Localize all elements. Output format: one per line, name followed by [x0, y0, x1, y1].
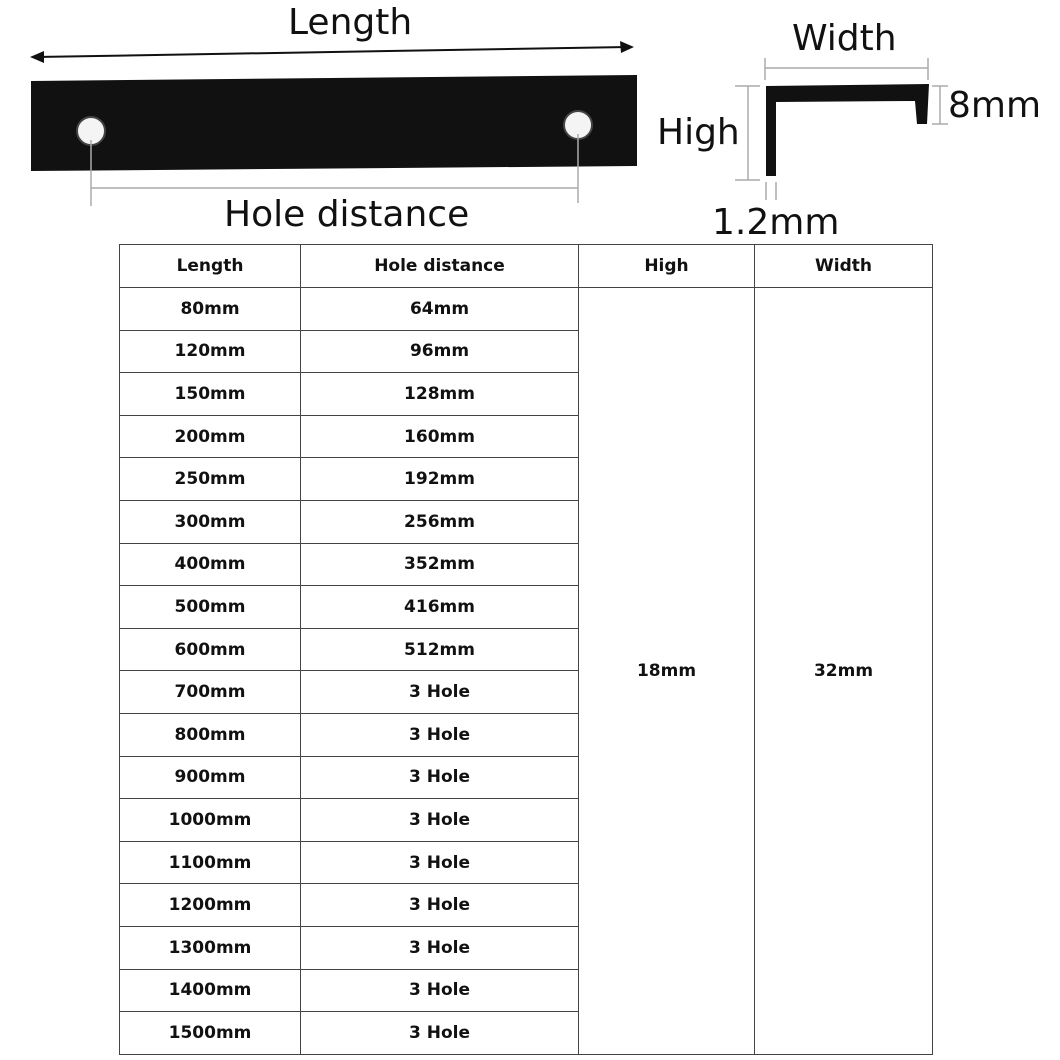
high-label: High — [657, 112, 740, 153]
length-cell: 250mm — [120, 458, 301, 501]
handle-diagram — [0, 0, 1060, 240]
table-row — [120, 288, 933, 331]
hole-distance-cell: 3 Hole — [301, 713, 579, 756]
length-cell: 80mm — [120, 288, 301, 331]
header-high: High — [579, 245, 755, 288]
hole-distance-cell: 3 Hole — [301, 884, 579, 927]
hole-distance-cell: 96mm — [301, 330, 579, 373]
hole-distance-cell: 3 Hole — [301, 969, 579, 1012]
length-cell: 700mm — [120, 671, 301, 714]
length-cell: 200mm — [120, 415, 301, 458]
length-cell: 1000mm — [120, 799, 301, 842]
size-spec-table — [119, 244, 933, 1055]
hole-distance-cell: 128mm — [301, 373, 579, 416]
length-cell: 1300mm — [120, 926, 301, 969]
length-cell: 1200mm — [120, 884, 301, 927]
length-cell: 300mm — [120, 500, 301, 543]
length-cell: 400mm — [120, 543, 301, 586]
length-cell: 500mm — [120, 586, 301, 629]
length-cell: 1500mm — [120, 1012, 301, 1055]
length-label: Length — [288, 2, 413, 43]
profile-section — [766, 84, 929, 176]
thickness-dimension — [766, 182, 776, 200]
hole-distance-cell: 3 Hole — [301, 799, 579, 842]
lip-label: 8mm — [948, 85, 1042, 126]
hole-distance-cell: 64mm — [301, 288, 579, 331]
header-length: Length — [120, 245, 301, 288]
length-cell: 120mm — [120, 330, 301, 373]
hole-distance-label: Hole distance — [224, 194, 470, 235]
header-width: Width — [755, 245, 933, 288]
lip-dimension — [932, 86, 948, 124]
hole-distance-cell: 3 Hole — [301, 756, 579, 799]
hole-distance-cell: 512mm — [301, 628, 579, 671]
length-cell: 800mm — [120, 713, 301, 756]
length-cell: 600mm — [120, 628, 301, 671]
length-cell: 150mm — [120, 373, 301, 416]
hole-distance-cell: 192mm — [301, 458, 579, 501]
hole-distance-cell: 256mm — [301, 500, 579, 543]
hole-distance-cell: 3 Hole — [301, 926, 579, 969]
width-dimension — [765, 58, 928, 80]
width-value-cell: 32mm — [755, 288, 933, 1055]
hole-distance-cell: 352mm — [301, 543, 579, 586]
hole-distance-cell: 160mm — [301, 415, 579, 458]
length-cell: 1400mm — [120, 969, 301, 1012]
width-label: Width — [792, 18, 897, 59]
length-cell: 900mm — [120, 756, 301, 799]
high-value-cell: 18mm — [579, 288, 755, 1055]
table-header-row — [120, 245, 933, 288]
hole-distance-cell: 3 Hole — [301, 841, 579, 884]
length-cell: 1100mm — [120, 841, 301, 884]
thickness-label: 1.2mm — [712, 202, 840, 243]
header-hole-distance: Hole distance — [301, 245, 579, 288]
length-arrow — [30, 41, 634, 63]
hole-distance-cell: 3 Hole — [301, 671, 579, 714]
handle-bar — [31, 75, 637, 171]
hole-distance-cell: 3 Hole — [301, 1012, 579, 1055]
hole-distance-cell: 416mm — [301, 586, 579, 629]
